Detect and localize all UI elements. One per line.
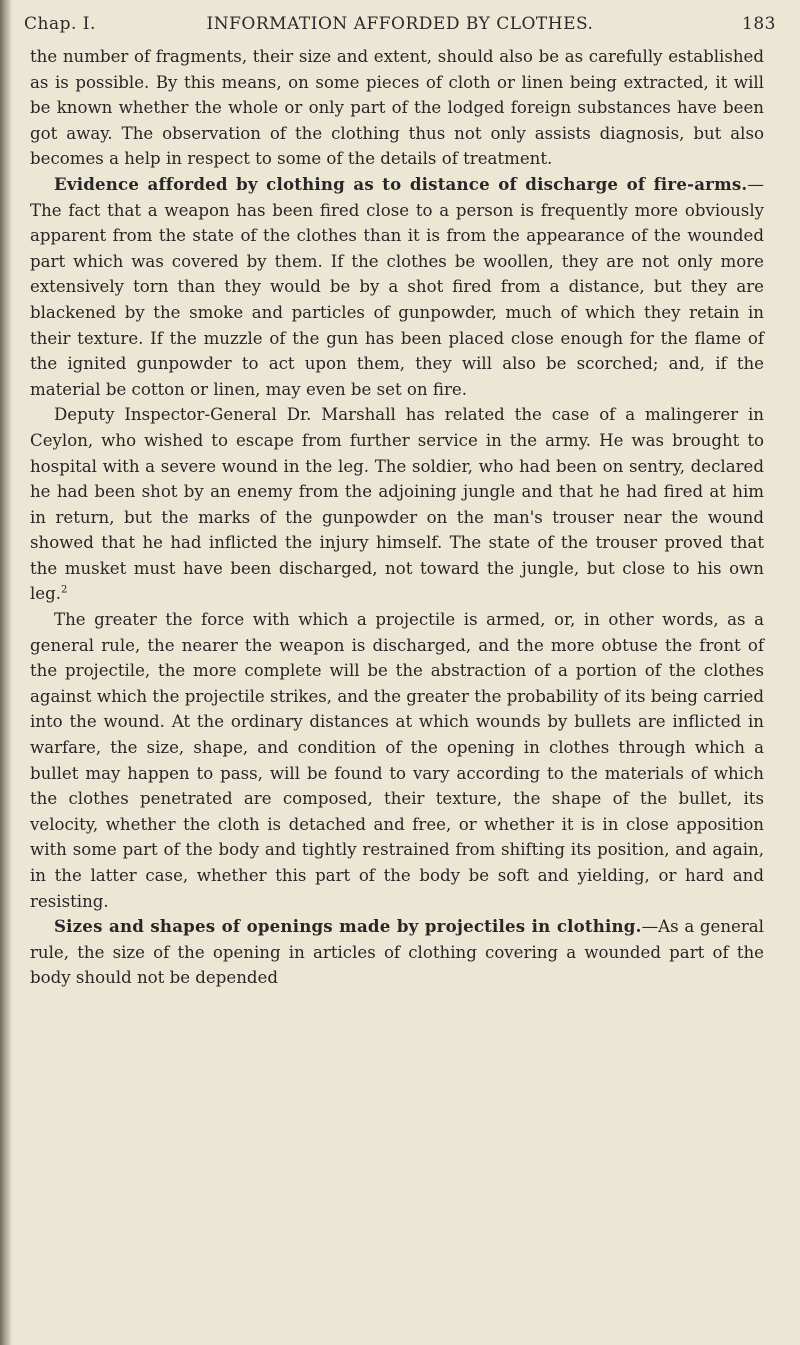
- paragraph-firearms-distance: [30, 172, 764, 402]
- paragraph-text: —As a general rule, the size of the opening in articles of clothing covering a wounded part of the body should not be depended: [30, 917, 764, 988]
- paragraph-text: The greater the force with which a projectile is armed, or, in other words, as a general rule, the nearer the weapon is discharged, and the more obtuse the front of the projectile, the more complete will be the abstraction of a portion of the clothes against which the projectile strikes, and the greater the probability of its being carried into the wound. At the ordinary distances at which wounds by bullets are inflicted in warfare, the size, shape, and condition of the opening in clothes through which a bullet may happen to pass, will be found to vary according to the materials of which the clothes penetrated are composed, their texture, the shape of the bullet, its velocity, whether the cloth is detached and free, or whether it is in close apposition with some part of the body and tightly restrained from shifting its position, and again, in the latter case, whether this part of the body be soft and yielding, or hard and resisting.: [30, 610, 764, 911]
- paragraph-text: the number of fragments, their size and extent, should also be as carefully established as is possible. By this means, on some pieces of cloth or linen being extracted, it will be known whether the whole or only part of the lodged foreign substances have been got away. The observation of the clothing thus not only assists diagnosis, but also becomes a help in respect to some of the details of treatment.: [30, 47, 764, 169]
- section-heading-openings: Sizes and shapes of openings made by projectiles in clothing.: [54, 916, 642, 937]
- section-heading-firearms: Evidence afforded by clothing as to distance of discharge of fire-arms.: [54, 173, 748, 194]
- footnote-marker: 2: [61, 584, 68, 596]
- body-text: [30, 44, 764, 991]
- paragraph-projectile-force: [30, 607, 764, 914]
- chapter-label: Chap. I.: [24, 14, 96, 34]
- paragraph-opening-sizes: [30, 914, 764, 991]
- running-header: [24, 14, 776, 42]
- page-number: 183: [742, 14, 776, 34]
- paragraph-continuation: [30, 44, 764, 172]
- running-title: INFORMATION AFFORDED BY CLOTHES.: [206, 14, 594, 34]
- paragraph-text: Deputy Inspector-General Dr. Marshall has related the case of a malingerer in Ceylon, who wished to escape from further service in the army. He was brought to hospital with a severe wound in the leg. The soldier, who had been on sentry, declared he had been shot by an enemy from the adjoining jungle and that he had fired at him in return, but the marks of the gunpowder on the man's trouser near the wound showed that he had inflicted the injury himself. The state of the trouser proved that the musket must have been discharged, not toward the jungle, but close to his own leg.: [30, 405, 764, 604]
- page-gutter-shadow: [0, 0, 12, 1345]
- paragraph-text: —The fact that a weapon has been fired close to a person is frequently more obviously apparent from the state of the clothes than it is from the appearance of the wounded part which was covered by them. If the clothes be woollen, they are not only more extensively torn than they would be by a shot fired from a distance, but they are blackened by the smoke and particles of gunpowder, much of which they retain in their texture. If the muzzle of the gun has been placed close enough for the flame of the ignited gunpowder to act upon them, they will also be scorched; and, if the material be cotton or linen, may even be set on fire.: [30, 174, 764, 399]
- paragraph-malingerer-case: [30, 402, 764, 607]
